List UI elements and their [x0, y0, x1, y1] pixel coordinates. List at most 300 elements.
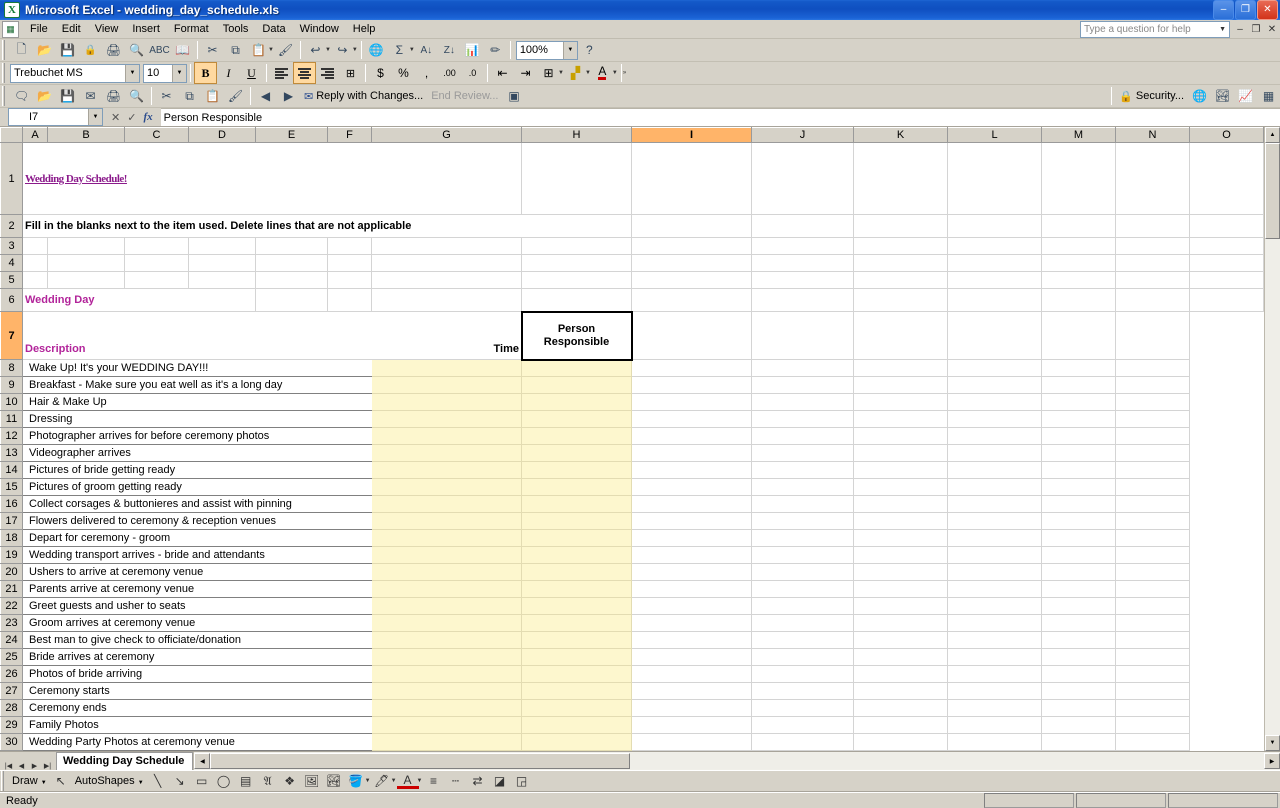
cell-A5[interactable] [23, 272, 48, 289]
row-header-24[interactable]: 24 [1, 632, 23, 649]
cell-D6[interactable] [189, 289, 256, 312]
schedule-description-18[interactable]: Depart for ceremony - groom [23, 530, 372, 547]
cell-M26[interactable] [948, 666, 1042, 683]
cell-J7[interactable] [632, 312, 752, 360]
cell-K23[interactable] [752, 615, 854, 632]
cell-L16[interactable] [854, 496, 948, 513]
sort-descending-icon[interactable]: Z↓ [443, 44, 455, 56]
header-person-responsible[interactable] [522, 312, 632, 360]
name-box-chevron-down-icon[interactable]: ▼ [88, 109, 102, 125]
cell-J9[interactable] [632, 377, 752, 394]
schedule-time-11[interactable] [372, 411, 522, 428]
cell-J22[interactable] [632, 598, 752, 615]
cell-D5[interactable] [189, 272, 256, 289]
cell-L18[interactable] [854, 530, 948, 547]
cell-G5[interactable] [372, 272, 522, 289]
schedule-description-17[interactable]: Flowers delivered to ceremony & reception venues [23, 513, 372, 530]
font-size-combo[interactable] [143, 64, 187, 83]
schedule-time-13[interactable] [372, 445, 522, 462]
schedule-time-19[interactable] [372, 547, 522, 564]
formatting-toolbar-grip[interactable] [2, 63, 7, 83]
cell-H1[interactable] [522, 143, 632, 215]
cell-L24[interactable] [854, 632, 948, 649]
cell-J10[interactable] [632, 394, 752, 411]
cell-O21[interactable] [1116, 581, 1190, 598]
column-header-L[interactable]: L [948, 128, 1042, 143]
cell-N13[interactable] [1042, 445, 1116, 462]
cell-E6[interactable] [256, 289, 328, 312]
cell-O28[interactable] [1116, 700, 1190, 717]
enter-formula-icon[interactable]: ✓ [127, 111, 137, 124]
borders-chevron-down-icon[interactable]: ▼ [558, 70, 564, 76]
redo-icon[interactable]: ↪ [337, 43, 348, 57]
cell-K16[interactable] [752, 496, 854, 513]
cell-J29[interactable] [632, 717, 752, 734]
menu-view[interactable]: View [94, 23, 119, 35]
cell-O9[interactable] [1116, 377, 1190, 394]
cell-N29[interactable] [1042, 717, 1116, 734]
cell-N14[interactable] [1042, 462, 1116, 479]
cell-M10[interactable] [948, 394, 1042, 411]
cell-E5[interactable] [256, 272, 328, 289]
horizontal-scrollbar[interactable] [193, 752, 1280, 770]
align-left-button[interactable] [270, 62, 293, 84]
schedule-person-16[interactable] [522, 496, 632, 513]
schedule-description-12[interactable]: Photographer arrives for before ceremony photos [23, 428, 372, 445]
cell-K29[interactable] [752, 717, 854, 734]
cell-J23[interactable] [632, 615, 752, 632]
cell-K7[interactable] [752, 312, 854, 360]
formula-input[interactable]: Person Responsible [161, 108, 1280, 126]
3d-style-icon[interactable]: ◲ [515, 774, 528, 788]
cell-J8[interactable] [632, 360, 752, 377]
show-hide-comment-icon[interactable]: ▣ [508, 89, 520, 103]
cell-N25[interactable] [1042, 649, 1116, 666]
cell-N1[interactable] [1116, 143, 1190, 215]
cell-M27[interactable] [948, 683, 1042, 700]
column-header-F[interactable]: F [328, 128, 372, 143]
cell-J30[interactable] [632, 734, 752, 751]
row-header-5[interactable]: 5 [1, 272, 23, 289]
scroll-down-button[interactable]: ▼ [1265, 735, 1280, 751]
cell-O14[interactable] [1116, 462, 1190, 479]
row-header-27[interactable]: 27 [1, 683, 23, 700]
cell-L12[interactable] [854, 428, 948, 445]
cell-K11[interactable] [752, 411, 854, 428]
cell-O26[interactable] [1116, 666, 1190, 683]
ask-a-question-box[interactable] [1080, 21, 1230, 38]
row-header-26[interactable]: 26 [1, 666, 23, 683]
column-header-N[interactable]: N [1116, 128, 1190, 143]
cell-F5[interactable] [328, 272, 372, 289]
cell-C3[interactable] [125, 238, 189, 255]
schedule-time-26[interactable] [372, 666, 522, 683]
schedule-time-16[interactable] [372, 496, 522, 513]
cell-J3[interactable] [752, 238, 854, 255]
prev-sheet-button[interactable]: ◀ [18, 763, 25, 770]
menu-insert[interactable]: Insert [132, 23, 160, 35]
cell-F3[interactable] [328, 238, 372, 255]
schedule-person-24[interactable] [522, 632, 632, 649]
cell-O24[interactable] [1116, 632, 1190, 649]
cell-O10[interactable] [1116, 394, 1190, 411]
column-header-I[interactable]: I [632, 128, 752, 143]
schedule-description-14[interactable]: Pictures of bride getting ready [23, 462, 372, 479]
cell-K6[interactable] [854, 289, 948, 312]
schedule-person-15[interactable] [522, 479, 632, 496]
cell-N30[interactable] [1042, 734, 1116, 751]
cell-L22[interactable] [854, 598, 948, 615]
schedule-time-15[interactable] [372, 479, 522, 496]
cell-J24[interactable] [632, 632, 752, 649]
security-button[interactable] [1115, 90, 1188, 103]
decrease-decimal-button[interactable]: .0 [468, 68, 477, 78]
decrease-indent-button[interactable]: ⇤ [497, 66, 508, 80]
column-header-E[interactable]: E [256, 128, 328, 143]
cell-L11[interactable] [854, 411, 948, 428]
cell-K21[interactable] [752, 581, 854, 598]
cell-M9[interactable] [948, 377, 1042, 394]
paste-icon-2[interactable]: 📋 [205, 89, 220, 103]
cell-J5[interactable] [752, 272, 854, 289]
cell-J18[interactable] [632, 530, 752, 547]
cell-N28[interactable] [1042, 700, 1116, 717]
bold-button[interactable]: B [194, 62, 217, 84]
cell-I5[interactable] [632, 272, 752, 289]
cell-N9[interactable] [1042, 377, 1116, 394]
grid-icon[interactable]: ▦ [1262, 89, 1275, 103]
row-header-22[interactable]: 22 [1, 598, 23, 615]
schedule-person-20[interactable] [522, 564, 632, 581]
print-icon-2[interactable]: 🖨 [105, 89, 122, 103]
schedule-person-11[interactable] [522, 411, 632, 428]
row-header-2[interactable]: 2 [1, 215, 23, 238]
autoshapes-menu-button[interactable] [72, 775, 147, 787]
cell-N4[interactable] [1116, 255, 1190, 272]
cell-M21[interactable] [948, 581, 1042, 598]
scroll-right-button[interactable]: ▶ [1264, 753, 1280, 769]
web-toolbar-icon[interactable]: 🌐 [1192, 89, 1207, 103]
schedule-person-12[interactable] [522, 428, 632, 445]
line-style-icon[interactable]: ≡ [429, 774, 437, 788]
cell-L15[interactable] [854, 479, 948, 496]
cell-K30[interactable] [752, 734, 854, 751]
cell-E4[interactable] [256, 255, 328, 272]
document-minimize-button[interactable]: – [1237, 23, 1243, 35]
row-header-8[interactable]: 8 [1, 360, 23, 377]
row-header-17[interactable]: 17 [1, 513, 23, 530]
last-sheet-button[interactable]: ▶| [43, 763, 52, 770]
cell-K28[interactable] [752, 700, 854, 717]
row-header-4[interactable]: 4 [1, 255, 23, 272]
schedule-time-17[interactable] [372, 513, 522, 530]
cell-J28[interactable] [632, 700, 752, 717]
draw-chevron-down-icon[interactable]: ▼ [40, 780, 47, 786]
schedule-time-14[interactable] [372, 462, 522, 479]
select-all-corner[interactable] [1, 128, 23, 143]
row-header-18[interactable]: 18 [1, 530, 23, 547]
cell-L23[interactable] [854, 615, 948, 632]
menu-window[interactable]: Window [299, 23, 339, 35]
cell-N7[interactable] [1042, 312, 1116, 360]
cell-K25[interactable] [752, 649, 854, 666]
cell-N6[interactable] [1116, 289, 1190, 312]
row-header-12[interactable]: 12 [1, 428, 23, 445]
cell-O7[interactable] [1116, 312, 1190, 360]
new-comment-icon[interactable]: 🗨 [13, 89, 30, 103]
cell-J4[interactable] [752, 255, 854, 272]
cell-N3[interactable] [1116, 238, 1190, 255]
print-preview-icon-2[interactable]: 🔍 [129, 89, 144, 103]
cell-M11[interactable] [948, 411, 1042, 428]
cell-O17[interactable] [1116, 513, 1190, 530]
schedule-person-22[interactable] [522, 598, 632, 615]
schedule-description-25[interactable]: Bride arrives at ceremony [23, 649, 372, 666]
schedule-person-14[interactable] [522, 462, 632, 479]
schedule-person-19[interactable] [522, 547, 632, 564]
schedule-description-8[interactable]: Wake Up! It's your WEDDING DAY!!! [23, 360, 372, 377]
rectangle-icon[interactable]: ▭ [195, 774, 208, 788]
cell-N12[interactable] [1042, 428, 1116, 445]
schedule-description-22[interactable]: Greet guests and usher to seats [23, 598, 372, 615]
cell-L3[interactable] [948, 238, 1042, 255]
cell-J19[interactable] [632, 547, 752, 564]
schedule-person-8[interactable] [522, 360, 632, 377]
cell-O18[interactable] [1116, 530, 1190, 547]
cell-M15[interactable] [948, 479, 1042, 496]
cell-M23[interactable] [948, 615, 1042, 632]
cell-L21[interactable] [854, 581, 948, 598]
underline-button[interactable]: U [247, 65, 256, 80]
cell-K24[interactable] [752, 632, 854, 649]
cell-M14[interactable] [948, 462, 1042, 479]
cell-M8[interactable] [948, 360, 1042, 377]
cell-L27[interactable] [854, 683, 948, 700]
schedule-description-16[interactable]: Collect corsages & buttonieres and assist with pinning [23, 496, 372, 513]
document-restore-button[interactable]: ❐ [1251, 23, 1261, 35]
copy-icon-2[interactable]: ⧉ [185, 88, 194, 103]
schedule-person-27[interactable] [522, 683, 632, 700]
schedule-description-26[interactable]: Photos of bride arriving [23, 666, 372, 683]
save-icon[interactable]: 💾 [60, 43, 75, 57]
vertical-scroll-track[interactable] [1265, 239, 1280, 735]
row-header-14[interactable]: 14 [1, 462, 23, 479]
end-review-button[interactable] [427, 86, 502, 106]
cell-N15[interactable] [1042, 479, 1116, 496]
cell-A3[interactable] [23, 238, 48, 255]
cell-L8[interactable] [854, 360, 948, 377]
cell-N23[interactable] [1042, 615, 1116, 632]
new-icon[interactable]: 🗋 [16, 41, 27, 56]
schedule-time-18[interactable] [372, 530, 522, 547]
cell-D4[interactable] [189, 255, 256, 272]
schedule-time-20[interactable] [372, 564, 522, 581]
cell-H4[interactable] [522, 255, 632, 272]
cell-M6[interactable] [1042, 289, 1116, 312]
cell-K20[interactable] [752, 564, 854, 581]
cell-N16[interactable] [1042, 496, 1116, 513]
cell-F4[interactable] [328, 255, 372, 272]
cell-K14[interactable] [752, 462, 854, 479]
line-color-icon[interactable]: 🖊 [373, 774, 390, 788]
column-header-K[interactable]: K [854, 128, 948, 143]
cell-K10[interactable] [752, 394, 854, 411]
row-header-23[interactable]: 23 [1, 615, 23, 632]
cell-K4[interactable] [854, 255, 948, 272]
cell-N21[interactable] [1042, 581, 1116, 598]
previous-comment-icon[interactable]: ◀ [260, 89, 271, 103]
copy-icon[interactable]: ⧉ [231, 42, 240, 57]
cut-icon-2[interactable]: ✂ [161, 89, 172, 103]
cell-M29[interactable] [948, 717, 1042, 734]
increase-decimal-button[interactable]: .00 [443, 68, 456, 78]
cell-O20[interactable] [1116, 564, 1190, 581]
insert-picture-icon[interactable]: 🏞 [1214, 89, 1231, 103]
cell-L30[interactable] [854, 734, 948, 751]
row-header-13[interactable]: 13 [1, 445, 23, 462]
schedule-time-24[interactable] [372, 632, 522, 649]
cell-M1[interactable] [1042, 143, 1116, 215]
font-color-icon-2[interactable]: A [397, 774, 419, 789]
cell-M22[interactable] [948, 598, 1042, 615]
cell-G4[interactable] [372, 255, 522, 272]
close-button[interactable]: ✕ [1257, 0, 1278, 20]
cell-B4[interactable] [48, 255, 125, 272]
cell-D3[interactable] [189, 238, 256, 255]
permission-icon[interactable]: 🔒 [84, 44, 97, 56]
vertical-scroll-thumb[interactable] [1265, 143, 1280, 239]
schedule-description-11[interactable]: Dressing [23, 411, 372, 428]
cell-L2[interactable] [948, 215, 1042, 238]
menu-data[interactable]: Data [262, 23, 286, 35]
cell-K19[interactable] [752, 547, 854, 564]
cell-K13[interactable] [752, 445, 854, 462]
reply-with-changes-button[interactable] [300, 86, 427, 106]
cell-L14[interactable] [854, 462, 948, 479]
menu-format[interactable]: Format [173, 23, 209, 35]
cell-C5[interactable] [125, 272, 189, 289]
insert-picture-icon-2[interactable]: 🏞 [326, 774, 342, 788]
cell-M4[interactable] [1042, 255, 1116, 272]
column-header-J[interactable]: J [752, 128, 854, 143]
cell-B5[interactable] [48, 272, 125, 289]
cell-J25[interactable] [632, 649, 752, 666]
cell-N26[interactable] [1042, 666, 1116, 683]
cell-J11[interactable] [632, 411, 752, 428]
save-icon-2[interactable]: 💾 [60, 89, 75, 103]
menu-tools[interactable]: Tools [222, 23, 249, 35]
schedule-time-12[interactable] [372, 428, 522, 445]
autosum-icon[interactable]: Σ [395, 43, 404, 57]
row-header-20[interactable]: 20 [1, 564, 23, 581]
name-box[interactable] [8, 108, 103, 126]
schedule-person-28[interactable] [522, 700, 632, 717]
cell-O22[interactable] [1116, 598, 1190, 615]
schedule-description-13[interactable]: Videographer arrives [23, 445, 372, 462]
row-header-9[interactable]: 9 [1, 377, 23, 394]
cell-O30[interactable] [1116, 734, 1190, 751]
menu-file[interactable]: File [30, 23, 48, 35]
row-header-7[interactable]: 7 [1, 312, 23, 360]
redo-chevron-down-icon[interactable]: ▼ [351, 47, 358, 53]
cell-N27[interactable] [1042, 683, 1116, 700]
font-color-chevron-2[interactable]: ▼ [416, 778, 423, 784]
schedule-time-30[interactable] [372, 734, 522, 751]
column-header-A[interactable]: A [23, 128, 48, 143]
scroll-up-button[interactable]: ▲ [1265, 127, 1280, 143]
schedule-time-10[interactable] [372, 394, 522, 411]
schedule-description-9[interactable]: Breakfast - Make sure you eat well as it's a long day [23, 377, 372, 394]
line-icon[interactable]: ╲ [154, 774, 162, 788]
cell-N17[interactable] [1042, 513, 1116, 530]
cell-O1[interactable] [1190, 143, 1264, 215]
currency-button[interactable]: $ [377, 66, 384, 80]
font-size-chevron-down-icon[interactable]: ▼ [172, 65, 186, 82]
cell-J14[interactable] [632, 462, 752, 479]
increase-indent-button[interactable]: ⇥ [520, 66, 531, 80]
format-painter-icon[interactable]: 🖌 [277, 43, 294, 57]
cell-K2[interactable] [854, 215, 948, 238]
chevron-down-icon[interactable]: ▼ [1219, 25, 1226, 33]
cell-O19[interactable] [1116, 547, 1190, 564]
cell-J17[interactable] [632, 513, 752, 530]
schedule-person-9[interactable] [522, 377, 632, 394]
cell-O5[interactable] [1190, 272, 1264, 289]
cell-O27[interactable] [1116, 683, 1190, 700]
row-header-25[interactable]: 25 [1, 649, 23, 666]
cell-O25[interactable] [1116, 649, 1190, 666]
merge-and-center-button[interactable] [339, 62, 362, 84]
menu-edit[interactable]: Edit [61, 23, 81, 35]
cell-K9[interactable] [752, 377, 854, 394]
shadow-style-icon[interactable]: ◪ [493, 774, 506, 788]
font-chevron-down-icon[interactable]: ▼ [125, 65, 139, 82]
text-box-icon[interactable]: ▤ [239, 774, 252, 788]
draw-menu-button[interactable] [9, 775, 50, 787]
cell-O16[interactable] [1116, 496, 1190, 513]
percent-button[interactable]: % [398, 66, 409, 80]
cell-N18[interactable] [1042, 530, 1116, 547]
cell-M3[interactable] [1042, 238, 1116, 255]
vertical-scrollbar[interactable] [1264, 127, 1280, 751]
cell-M20[interactable] [948, 564, 1042, 581]
cell-K22[interactable] [752, 598, 854, 615]
schedule-time-8[interactable] [372, 360, 522, 377]
menu-help[interactable]: Help [352, 23, 376, 35]
schedule-time-27[interactable] [372, 683, 522, 700]
cell-I2[interactable] [632, 215, 752, 238]
cell-O4[interactable] [1190, 255, 1264, 272]
toolbar-options-chevron-icon[interactable]: » [622, 70, 627, 76]
document-close-button[interactable]: ✕ [1267, 23, 1277, 35]
cell-G1[interactable] [372, 143, 522, 215]
zoom-combo[interactable] [516, 41, 578, 60]
cell-H3[interactable] [522, 238, 632, 255]
cell-N19[interactable] [1042, 547, 1116, 564]
arrow-icon[interactable]: ↘ [174, 774, 185, 788]
undo-chevron-down-icon[interactable]: ▼ [324, 47, 331, 53]
scroll-left-button[interactable]: ◀ [194, 753, 210, 769]
cell-F6[interactable] [328, 289, 372, 312]
cell-L1[interactable] [948, 143, 1042, 215]
cell-L7[interactable] [854, 312, 948, 360]
cell-J15[interactable] [632, 479, 752, 496]
column-header-C[interactable]: C [125, 128, 189, 143]
print-icon[interactable]: 🖨 [105, 43, 122, 57]
cell-K17[interactable] [752, 513, 854, 530]
schedule-description-24[interactable]: Best man to give check to officiate/donation [23, 632, 372, 649]
schedule-description-20[interactable]: Ushers to arrive at ceremony venue [23, 564, 372, 581]
